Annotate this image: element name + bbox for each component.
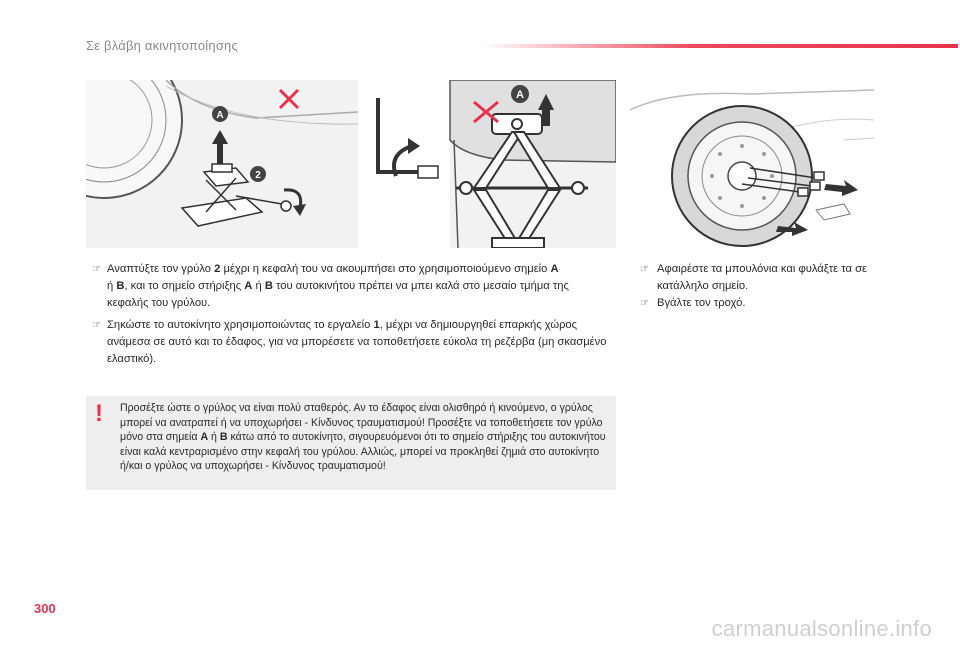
- figure-jack-head-closeup: [374, 80, 616, 248]
- instruction-remove-wheel: [640, 295, 902, 312]
- figure-jack-placement: [86, 80, 358, 248]
- jack-head-illustration: [374, 80, 616, 248]
- pointer-bullet-icon: ☞: [92, 264, 101, 275]
- label-a-text: A: [216, 110, 224, 121]
- instruction-raise-jack: [92, 261, 612, 312]
- figure-wheel-bolts: [630, 80, 874, 248]
- page-section-title: Σε βλάβη ακινητοποίησης: [86, 38, 238, 53]
- instruction-text: Αφαιρέστε τα μπουλόνια και φυλάξτε τα σε κατάλληλο σημείο.: [657, 263, 867, 292]
- instruction-lift-car: [92, 317, 612, 368]
- jack-placement-illustration: [86, 80, 358, 248]
- site-watermark: carmanualsonline.info: [711, 616, 932, 641]
- warning-icon: !: [95, 400, 103, 427]
- header-accent-bar: [480, 44, 958, 48]
- instruction-text: Αναπτύξτε τον γρύλο 2 μέχρι η κεφαλή του να ακουμπήσει στο χρησιμοποιούμενο σημείο A ή B, και το σημείο στήριξης A ή B του αυτοκινήτου πρέπει να μπει καλά στο μεσαίο τμήμα της κεφαλής του γρύλου.: [107, 263, 569, 309]
- pointer-bullet-icon: ☞: [640, 298, 649, 309]
- label-a-text-2: A: [516, 89, 524, 101]
- instruction-text: Βγάλτε τον τροχό.: [657, 297, 746, 309]
- label-2-text: 2: [255, 170, 261, 181]
- instruction-remove-bolts: [640, 261, 902, 295]
- pointer-bullet-icon: ☞: [92, 320, 101, 331]
- pointer-bullet-icon: ☞: [640, 264, 649, 275]
- instruction-text: Σηκώστε το αυτοκίνητο χρησιμοποιώντας το εργαλείο 1, μέχρι να δημιουργηθεί επαρκής χώρος ανάμεσα σε αυτό και το έδαφος, για να μπορέσετε να τοποθετήσετε εύκολα τη ρεζέρβα (μη σκασμένο ελαστικό).: [107, 319, 607, 365]
- wrong-position-icon: [280, 90, 298, 108]
- warning-text: Προσέξτε ώστε ο γρύλος να είναι πολύ σταθερός. Αν το έδαφος είναι ολισθηρό ή κινούμενο, ο γρύλος μπορεί να ανατραπεί ή να υποχωρήσει - Κίνδυνος τραυματισμού! Προσέξτε να τοποθετήσετε τον γρύλο μόνο στα σημεία A ή B κάτω από το αυτοκίνητο, σιγουρευόμενοι ότι το σημείο στήριξης του αυτοκινήτου είναι καλά κεντραρισμένο στην κεφαλή του γρύλου. Αλλιώς, μπορεί να προκληθεί ζημιά στο αυτοκίνητο ή/και ο γρύλος να υποχωρήσει - Κίνδυνος τραυματισμού!: [120, 402, 606, 473]
- scissor-jack-icon: [182, 164, 291, 226]
- page-number: 300: [34, 601, 56, 616]
- wheel-bolts-illustration: [630, 80, 874, 248]
- lift-arrow-icon: [212, 130, 228, 164]
- warning-box: [86, 396, 616, 490]
